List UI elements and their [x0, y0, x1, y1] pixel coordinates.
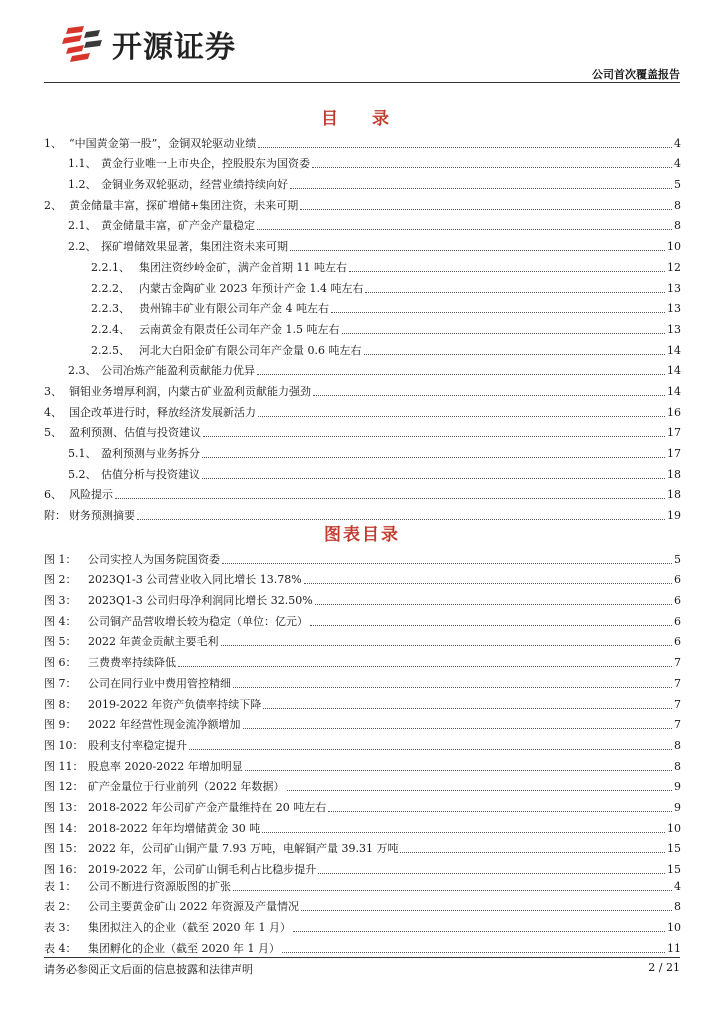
toc-entry-page: 17	[667, 426, 681, 440]
table-entry[interactable]	[44, 935, 681, 956]
brand-logo	[60, 22, 236, 66]
toc-entry[interactable]	[44, 233, 681, 254]
brand-name: 开源证券	[112, 30, 236, 65]
table-entry-title: 集团孵化的企业（截至 2020 年 1 月）	[88, 941, 280, 955]
dot-leader	[304, 583, 672, 584]
figure-entry-page: 7	[674, 656, 681, 670]
dot-leader	[313, 395, 665, 396]
dot-leader	[263, 708, 672, 709]
toc-entry-page: 13	[667, 322, 681, 336]
toc-entry-number: 2.2.2、	[91, 281, 130, 295]
figure-entry-number: 图 3：	[44, 594, 77, 608]
figure-entry[interactable]	[44, 815, 681, 836]
toc-entry-number: 2.2.4、	[91, 322, 130, 336]
dot-leader	[312, 167, 672, 168]
toc-entry-number: 1.1、	[68, 157, 97, 171]
figure-entry-page: 7	[674, 718, 681, 732]
figure-entry[interactable]	[44, 794, 681, 815]
toc-entry-page: 12	[667, 260, 681, 274]
toc-entry[interactable]	[44, 171, 681, 192]
figure-entry[interactable]	[44, 670, 681, 691]
figure-entry-number: 图 5：	[44, 635, 77, 649]
table-entry-number: 表 1：	[44, 879, 77, 893]
figure-entry-page: 7	[674, 697, 681, 711]
toc-entry-title: 集团注资纱岭金矿，满产金首期 11 吨左右	[139, 260, 347, 274]
dot-leader	[233, 687, 672, 688]
figure-entry[interactable]	[44, 546, 681, 567]
figure-entry[interactable]	[44, 753, 681, 774]
footer-disclaimer: 请务必参阅正文后面的信息披露和法律声明	[44, 963, 253, 976]
report-type-label: 公司首次覆盖报告	[592, 68, 680, 81]
figure-entry[interactable]	[44, 567, 681, 588]
toc-entry[interactable]	[44, 482, 681, 503]
figure-entry-page: 15	[667, 842, 681, 856]
figure-entry[interactable]	[44, 629, 681, 650]
page-indicator: 2 / 21	[648, 961, 680, 974]
dot-leader	[233, 890, 672, 891]
toc-entry-number: 6、	[44, 488, 62, 502]
figure-entry-page: 6	[674, 635, 681, 649]
figure-entry-number: 图 11：	[44, 759, 84, 773]
figure-entry-title: 2022 年黄金贡献主要毛利	[88, 635, 219, 649]
dot-leader	[364, 354, 666, 355]
dot-leader	[290, 250, 665, 251]
toc-entry[interactable]	[44, 399, 681, 420]
dot-leader	[203, 436, 665, 437]
dot-leader	[349, 271, 665, 272]
figure-entry[interactable]	[44, 836, 681, 857]
toc-entry-title: 黄金储量丰富，探矿增储+集团注资，未来可期	[69, 198, 299, 212]
figure-entry-title: 矿产金量位于行业前列（2022 年数据）	[88, 780, 285, 794]
dot-leader	[245, 770, 672, 771]
toc-entry-number: 2.2.1、	[91, 260, 130, 274]
dot-leader	[189, 749, 672, 750]
toc-entry-page: 17	[667, 447, 681, 460]
toc-entry-number: 2、	[44, 198, 62, 212]
toc-entry-number: 2.2.3、	[91, 302, 130, 316]
dot-leader	[287, 790, 673, 791]
dot-leader	[315, 604, 672, 605]
dot-leader	[331, 312, 665, 313]
dot-leader	[257, 229, 672, 230]
dot-leader	[365, 292, 665, 293]
toc-entry-page: 13	[667, 281, 681, 295]
toc-entry-title: 黄金行业唯一上市央企，控股股东为国资委	[101, 157, 310, 171]
figure-entry[interactable]	[44, 691, 681, 712]
dot-leader	[258, 416, 665, 417]
figure-entry-number: 图 15：	[44, 842, 84, 856]
toc-entry-title: 金铜业务双轮驱动，经营业绩持续向好	[101, 178, 288, 192]
figure-entry[interactable]	[44, 649, 681, 670]
figure-entry-page: 7	[674, 676, 681, 690]
toc-entry-page: 10	[667, 240, 681, 254]
toc-entry-page: 14	[667, 343, 681, 357]
toc-entry-title: 贵州锦丰矿业有限公司年产金 4 吨左右	[139, 302, 329, 316]
dot-leader	[258, 147, 672, 148]
toc-entry[interactable]	[44, 378, 681, 399]
toc-entry-number: 附：	[44, 509, 66, 523]
figure-entry-title: 2022 年经营性现金流净额增加	[88, 718, 241, 732]
toc-entry[interactable]	[44, 254, 681, 275]
figure-entry-title: 公司在同行业中费用管控精细	[88, 676, 231, 690]
figure-entry-page: 9	[674, 780, 681, 794]
figure-entry-title: 2018-2022 年公司矿产金产量维持在 20 吨左右	[88, 800, 327, 814]
table-entry[interactable]	[44, 894, 681, 915]
toc-entry-title: 公司冶炼产能盈利贡献能力优异	[101, 364, 255, 378]
figure-entry-number: 图 13：	[44, 800, 84, 814]
figures-title: 图表目录	[324, 525, 400, 545]
toc-entry-title: 探矿增储效果显著，集团注资未来可期	[101, 240, 288, 254]
toc-entry[interactable]	[44, 130, 681, 151]
figure-entry[interactable]	[44, 587, 681, 608]
figure-entry-number: 图 16：	[44, 863, 84, 876]
toc-title: 目 录	[321, 109, 403, 129]
toc-entry-page: 4	[674, 136, 681, 150]
toc-entry-number: 4、	[44, 405, 62, 419]
toc-entry-number: 1、	[44, 136, 62, 150]
toc-entry[interactable]	[44, 192, 681, 213]
dot-leader	[300, 209, 672, 210]
figure-entry-number: 图 4：	[44, 614, 77, 628]
figure-entry-page: 9	[674, 800, 681, 814]
toc-entry-title: 财务预测摘要	[69, 509, 135, 523]
toc-entry-page: 4	[674, 157, 681, 171]
toc-entry-page: 5	[674, 178, 681, 192]
toc-entry-number: 5.2、	[68, 467, 97, 481]
figure-entry-page: 8	[674, 738, 681, 752]
dot-leader	[202, 478, 665, 479]
figure-entry[interactable]	[44, 608, 681, 629]
dot-leader	[310, 625, 672, 626]
toc-entry[interactable]	[44, 440, 681, 461]
toc-entry[interactable]	[44, 316, 681, 337]
figure-entry-number: 图 1：	[44, 552, 77, 566]
figures-list	[44, 546, 681, 877]
toc-entry-number: 5.1、	[68, 447, 97, 460]
toc-entry-page: 8	[674, 219, 681, 233]
figure-entry-title: 股利支付率稳定提升	[88, 738, 187, 752]
dot-leader	[115, 498, 665, 499]
toc-entry-page: 8	[674, 198, 681, 212]
toc-entry[interactable]	[44, 461, 681, 482]
dot-leader	[282, 952, 665, 953]
table-entry-page: 4	[674, 879, 681, 893]
figure-entry-title: 股息率 2020-2022 年增加明显	[88, 759, 243, 773]
figure-entry-page: 15	[667, 863, 681, 876]
toc-entry-number: 2.3、	[68, 364, 97, 378]
toc-entry-title: 估值分析与投资建议	[101, 467, 200, 481]
toc-entry[interactable]	[44, 151, 681, 172]
dot-leader	[257, 374, 665, 375]
dot-leader	[178, 666, 672, 667]
table-entry-number: 表 3：	[44, 921, 77, 935]
tables-list	[44, 873, 681, 956]
toc-entry-page: 19	[667, 509, 681, 523]
toc-entry-title: 风险提示	[69, 488, 113, 502]
table-entry-page: 8	[674, 900, 681, 914]
dot-leader	[243, 728, 673, 729]
table-entry-title: 公司不断进行资源版图的扩张	[88, 879, 231, 893]
dot-leader	[290, 188, 672, 189]
figure-entry-number: 图 6：	[44, 656, 77, 670]
toc-entry-title: 国企改革进行时，释放经济发展新活力	[69, 405, 256, 419]
toc-entry-page: 18	[667, 488, 681, 502]
figure-entry-number: 图 8：	[44, 697, 77, 711]
figure-entry-page: 5	[674, 552, 681, 566]
toc-entry-number: 2.1、	[68, 219, 97, 233]
dot-leader	[400, 852, 665, 853]
toc-entry[interactable]	[44, 296, 681, 317]
figure-entry[interactable]	[44, 712, 681, 733]
figure-entry-page: 6	[674, 573, 681, 587]
header-divider	[44, 82, 680, 83]
figure-entry-title: 2019-2022 年资产负债率持续下降	[88, 697, 262, 711]
toc-entry-title: “中国黄金第一股”，金铜双轮驱动业绩	[69, 136, 257, 150]
kaiyuan-logo-icon	[60, 22, 104, 66]
dot-leader	[301, 910, 672, 911]
toc-entry[interactable]	[44, 337, 681, 358]
dot-leader	[202, 457, 665, 458]
toc-entry-number: 3、	[44, 384, 62, 398]
toc-entry-number: 2.2.5、	[91, 343, 130, 357]
figure-entry-number: 图 9：	[44, 718, 77, 732]
table-entry[interactable]	[44, 914, 681, 935]
figure-entry-title: 2019-2022 年，公司矿山铜毛利占比稳步提升	[88, 863, 317, 876]
toc-entry-number: 1.2、	[68, 178, 97, 192]
figure-entry[interactable]	[44, 732, 681, 753]
figure-entry-title: 三费费率持续降低	[88, 656, 176, 670]
figure-entry-title: 公司实控人为国务院国资委	[88, 552, 220, 566]
figure-entry-number: 图 14：	[44, 821, 84, 835]
toc-entry[interactable]	[44, 358, 681, 379]
toc-entry-page: 16	[667, 405, 681, 419]
table-entry-number: 表 4：	[44, 941, 77, 955]
table-entry-page: 11	[667, 941, 681, 955]
dot-leader	[221, 645, 673, 646]
toc-entry-title: 盈利预测、估值与投资建议	[69, 426, 201, 440]
figure-entry-title: 公司铜产品营收增长较为稳定（单位：亿元）	[88, 614, 308, 628]
toc-entry-title: 云南黄金有限责任公司年产金 1.5 吨左右	[139, 322, 340, 336]
toc-entry-page: 14	[667, 384, 681, 398]
toc-list	[44, 130, 681, 523]
table-entry-title: 公司主要黄金矿山 2022 年资源及产量情况	[88, 900, 299, 914]
figure-entry-number: 图 10：	[44, 738, 84, 752]
toc-entry-title: 盈利预测与业务拆分	[101, 447, 200, 460]
toc-entry-page: 14	[667, 364, 681, 378]
figure-entry-page: 6	[674, 594, 681, 608]
figure-entry-title: 2022 年，公司矿山铜产量 7.93 万吨，电解铜产量 39.31 万吨	[88, 842, 399, 856]
table-entry-page: 10	[667, 921, 681, 935]
toc-entry-page: 18	[667, 467, 681, 481]
toc-entry-title: 黄金储量丰富，矿产金产量稳定	[101, 219, 255, 233]
figure-entry[interactable]	[44, 774, 681, 795]
figure-entry-page: 6	[674, 614, 681, 628]
dot-leader	[222, 563, 672, 564]
toc-entry-page: 13	[667, 302, 681, 316]
figure-entry-number: 图 12：	[44, 780, 84, 794]
dot-leader	[342, 333, 666, 334]
toc-entry-title: 河北大白阳金矿有限公司年产金量 0.6 吨左右	[139, 343, 362, 357]
toc-entry[interactable]	[44, 420, 681, 441]
table-entry-number: 表 2：	[44, 900, 77, 914]
footer-divider	[44, 957, 680, 958]
toc-entry-title: 铜钼业务增厚利润，内蒙古矿业盈利贡献能力强劲	[69, 384, 311, 398]
toc-entry[interactable]	[44, 213, 681, 234]
toc-entry-number: 5、	[44, 426, 62, 440]
table-entry[interactable]	[44, 873, 681, 894]
figure-entry-number: 图 7：	[44, 676, 77, 690]
toc-entry-number: 2.2、	[68, 240, 97, 254]
figure-entry-number: 图 2：	[44, 573, 77, 587]
table-entry-title: 集团拟注入的企业（截至 2020 年 1 月）	[88, 921, 291, 935]
toc-entry[interactable]	[44, 275, 681, 296]
toc-entry-title: 内蒙古金陶矿业 2023 年预计产金 1.4 吨左右	[139, 281, 364, 295]
figure-entry-page: 8	[674, 759, 681, 773]
figure-entry-page: 10	[667, 821, 681, 835]
figure-entry-title: 2018-2022 年年均增储黄金 30 吨	[88, 821, 261, 835]
dot-leader	[262, 832, 665, 833]
dot-leader	[293, 931, 665, 932]
dot-leader	[328, 811, 672, 812]
figure-entry-title: 2023Q1-3 公司营业收入同比增长 13.78%	[88, 573, 302, 587]
figure-entry-title: 2023Q1-3 公司归母净利润同比增长 32.50%	[88, 594, 313, 608]
